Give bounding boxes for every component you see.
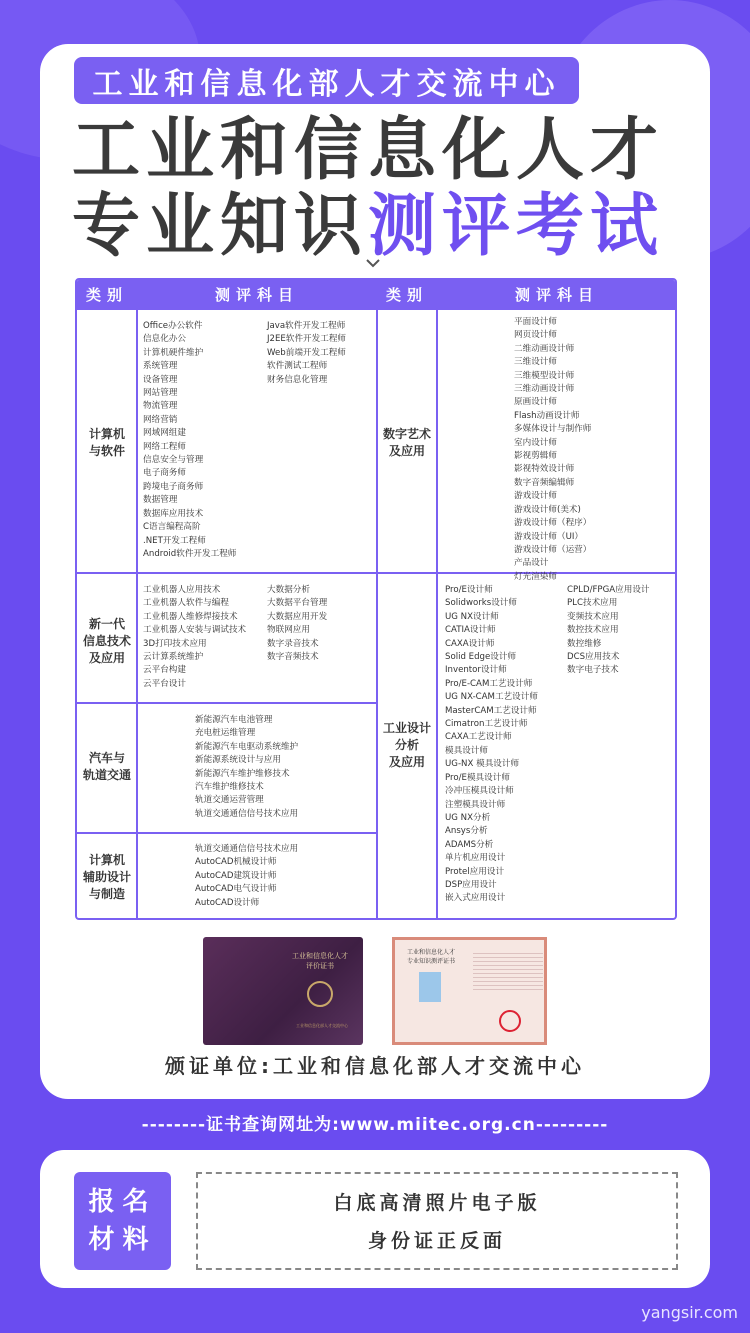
subject-item: 网站管理 xyxy=(143,388,178,399)
subject-item: 电子商务师 xyxy=(143,468,186,479)
title-plain: 专业知识 xyxy=(72,187,369,266)
subject-item: 嵌入式应用设计 xyxy=(445,893,506,904)
category-cell: 计算机 与软件 xyxy=(88,427,125,458)
materials-box xyxy=(196,1172,678,1270)
subject-item: 数据管理 xyxy=(143,495,178,506)
subject-item: 大数据应用开发 xyxy=(267,611,328,622)
subject-item: 计算机硬件维护 xyxy=(143,347,204,358)
subject-item: 网域网组建 xyxy=(143,428,186,439)
emblem-icon xyxy=(307,981,333,1007)
subject-item: 多媒体设计与制作师 xyxy=(514,424,592,435)
subject-item: 云平台设计 xyxy=(143,678,186,689)
subject-item: 数控技术应用 xyxy=(567,625,619,636)
subject-list xyxy=(267,320,346,387)
subject-item: 云计算系统维护 xyxy=(143,652,204,663)
subject-item: 三维设计师 xyxy=(514,357,557,368)
subject-item: Pro/E模具设计师 xyxy=(445,772,510,783)
subject-item: UG NX设计师 xyxy=(445,611,499,622)
divider xyxy=(77,702,377,704)
subject-list xyxy=(567,584,650,678)
subject-item: 变频技术应用 xyxy=(567,611,619,622)
header-subject-left: 测评科目 xyxy=(214,286,299,304)
category-cell: 汽车与 轨道交通 xyxy=(82,751,131,782)
subject-item: 冷冲压模具设计师 xyxy=(445,786,514,797)
subject-table xyxy=(75,278,677,920)
subject-list xyxy=(445,584,538,906)
subject-item: 物流管理 xyxy=(143,401,178,412)
subject-item: Inventor设计师 xyxy=(445,665,507,676)
red-seal-icon xyxy=(499,1010,521,1032)
org-pill: 工业和信息化部人才交流中心 xyxy=(74,57,579,104)
header-category-right: 类别 xyxy=(385,286,428,304)
subject-item: 系统管理 xyxy=(143,361,178,372)
subject-item: 财务信息化管理 xyxy=(267,374,328,385)
subject-item: 数据库应用技术 xyxy=(143,508,204,519)
badge-line: 材料 xyxy=(88,1225,157,1255)
subject-item: 大数据平台管理 xyxy=(267,598,328,609)
subject-list xyxy=(195,714,298,821)
subject-item: Cimatron工艺设计师 xyxy=(445,719,528,730)
subject-item: 三维动画设计师 xyxy=(514,384,575,395)
subject-item: DCS应用技术 xyxy=(567,652,620,663)
subject-item: 轨道交通通信信号技术应用 xyxy=(195,808,299,819)
subject-item: 新能源汽车电池管理 xyxy=(195,715,273,725)
subject-item: UG NX分析 xyxy=(445,812,491,823)
header-category-left: 类别 xyxy=(85,286,128,304)
subject-item: 数字音频编辑师 xyxy=(514,477,575,488)
material-item: 身份证正反面 xyxy=(367,1230,506,1252)
subject-item: 影视特效设计师 xyxy=(514,464,575,475)
subject-item: 新能源汽车维护维修技术 xyxy=(195,768,290,779)
subject-item: Solid Edge设计师 xyxy=(445,652,517,663)
subject-item: 游戏设计师 xyxy=(514,491,557,502)
subject-item: 游戏设计师（UI） xyxy=(514,531,583,542)
subject-item: 信息化办公 xyxy=(143,334,186,345)
category-cell: 新一代 信息技术 及应用 xyxy=(82,617,131,665)
subject-item: ADAMS分析 xyxy=(445,839,494,850)
subject-item: AutoCAD建筑设计师 xyxy=(195,870,277,881)
material-item: 白底高清照片电子版 xyxy=(333,1192,541,1214)
subject-item: 三维模型设计师 xyxy=(514,370,575,381)
subject-item: 新能源系统设计与应用 xyxy=(195,755,281,766)
category-cell: 数字艺术 及应用 xyxy=(382,427,431,458)
subject-item: 产品设计 xyxy=(514,558,549,569)
subject-item: 轨道交通运营管理 xyxy=(195,795,264,806)
subject-item: 跨境电子商务师 xyxy=(143,481,204,492)
subject-item: Pro/E-CAM工艺设计师 xyxy=(445,678,533,689)
header-subject-right: 测评科目 xyxy=(514,286,599,304)
subject-item: 工业机器人应用技术 xyxy=(143,585,221,595)
subject-item: CAXA设计师 xyxy=(445,638,495,649)
subject-item: 软件测试工程师 xyxy=(267,361,328,372)
subject-item: 游戏设计师(美术) xyxy=(514,504,581,515)
certificate-paper-image xyxy=(392,937,547,1045)
subject-item: 平面设计师 xyxy=(514,317,557,327)
subject-list xyxy=(267,584,327,664)
divider xyxy=(77,832,377,834)
subject-item: 数字电子技术 xyxy=(567,665,619,676)
subject-item: 设备管理 xyxy=(143,374,178,385)
subject-item: 单片机应用设计 xyxy=(445,853,506,864)
chevron-down-icon xyxy=(366,256,380,270)
subject-item: C语言编程高阶 xyxy=(143,522,201,533)
subject-item: CAXA工艺设计师 xyxy=(445,732,512,743)
subject-item: 原画设计师 xyxy=(514,397,557,408)
subject-item: 云平台构建 xyxy=(143,665,186,676)
subject-item: 汽车维护维修技术 xyxy=(195,782,264,793)
subject-item: 信息安全与管理 xyxy=(143,455,204,466)
subject-item: AutoCAD电气设计师 xyxy=(195,884,277,895)
subject-item: 影视剪辑师 xyxy=(514,451,557,462)
subject-item: 工业机器人软件与编程 xyxy=(143,598,229,609)
subject-item: 数字音频技术 xyxy=(267,652,319,663)
subject-item: 网络营销 xyxy=(143,414,178,425)
subject-item: 注塑模具设计师 xyxy=(445,799,506,810)
subject-item: 模具设计师 xyxy=(445,745,488,756)
subject-item: 游戏设计师（程序） xyxy=(514,518,592,529)
subject-item: 数控维修 xyxy=(567,638,602,649)
subject-list xyxy=(143,584,246,691)
title-line-2 xyxy=(72,188,692,266)
subject-item: 数字录音技术 xyxy=(267,638,319,649)
cover-footer: 工业和信息化部人才交流中心 xyxy=(296,1023,348,1028)
subject-item: 物联网应用 xyxy=(267,625,310,636)
subject-item: Flash动画设计师 xyxy=(514,410,580,421)
certificate-cover-image xyxy=(203,937,363,1045)
lookup-url-text: --------证书查询网址为:www.miitec.org.cn--------- xyxy=(141,1115,609,1135)
portrait-photo xyxy=(419,972,441,1002)
issuer-text: 颁证单位:工业和信息化部人才交流中心 xyxy=(165,1054,585,1078)
subject-item: Java软件开发工程师 xyxy=(267,321,346,331)
subject-item: AutoCAD机械设计师 xyxy=(195,857,277,868)
subject-item: 室内设计师 xyxy=(514,437,557,448)
subject-list xyxy=(195,843,298,910)
subject-item: 轨道交通通信信号技术应用 xyxy=(195,844,299,854)
divider xyxy=(436,280,438,920)
subject-item: 工业机器人维修焊接技术 xyxy=(143,611,238,622)
paper-title: 工业和信息化人才 专业知识测评证书 xyxy=(406,949,455,965)
subject-item: Ansys分析 xyxy=(445,826,488,837)
subject-item: 灯光渲染师 xyxy=(514,571,557,582)
subject-list xyxy=(514,316,591,584)
subject-item: 游戏设计师（运营） xyxy=(514,544,592,555)
subject-item: CPLD/FPGA应用设计 xyxy=(567,585,650,595)
subject-item: 二维动画设计师 xyxy=(514,343,575,354)
subject-item: Solidworks设计师 xyxy=(445,598,517,609)
divider xyxy=(376,280,378,920)
subject-item: AutoCAD设计师 xyxy=(195,897,260,908)
subject-item: 充电桩运维管理 xyxy=(195,728,256,739)
category-cell: 工业设计 分析 及应用 xyxy=(382,721,431,769)
watermark: yangsir.com xyxy=(641,1303,738,1322)
title-line-1: 工业和信息化人才 xyxy=(72,111,665,190)
subject-item: 工业机器人安装与调试技术 xyxy=(143,625,247,636)
subject-item: 大数据分析 xyxy=(267,585,310,595)
subject-item: 网页设计师 xyxy=(514,330,557,341)
subject-item: J2EE软件开发工程师 xyxy=(267,334,347,345)
subject-item: .NET开发工程师 xyxy=(143,535,206,546)
subject-item: Android软件开发工程师 xyxy=(143,548,237,559)
subject-item: UG-NX 模具设计师 xyxy=(445,759,520,770)
subject-item: MasterCAM工艺设计师 xyxy=(445,705,537,716)
subject-item: CATIA设计师 xyxy=(445,625,496,636)
subject-item: Web前端开发工程师 xyxy=(267,347,346,358)
certificate-text-block xyxy=(473,950,543,990)
subject-list xyxy=(143,320,236,561)
subject-item: Protel应用设计 xyxy=(445,866,505,877)
subject-item: UG NX-CAM工艺设计师 xyxy=(445,692,538,703)
subject-item: Office办公软件 xyxy=(143,321,203,331)
subject-item: Pro/E设计师 xyxy=(445,585,493,595)
cover-title: 工业和信息化人才 评价证书 xyxy=(292,952,348,970)
badge-line: 报名 xyxy=(88,1187,157,1217)
subject-item: DSP应用设计 xyxy=(445,879,497,890)
materials-badge xyxy=(74,1172,171,1270)
title-highlight: 测评考试 xyxy=(368,187,665,266)
subject-item: 新能源汽车电驱动系统维护 xyxy=(195,741,299,752)
category-cell: 计算机 辅助设计 与制造 xyxy=(82,853,131,901)
subject-item: 3D打印技术应用 xyxy=(143,638,207,649)
subject-item: 网络工程师 xyxy=(143,441,186,452)
subject-item: PLC技术应用 xyxy=(567,598,618,609)
divider xyxy=(136,280,138,920)
